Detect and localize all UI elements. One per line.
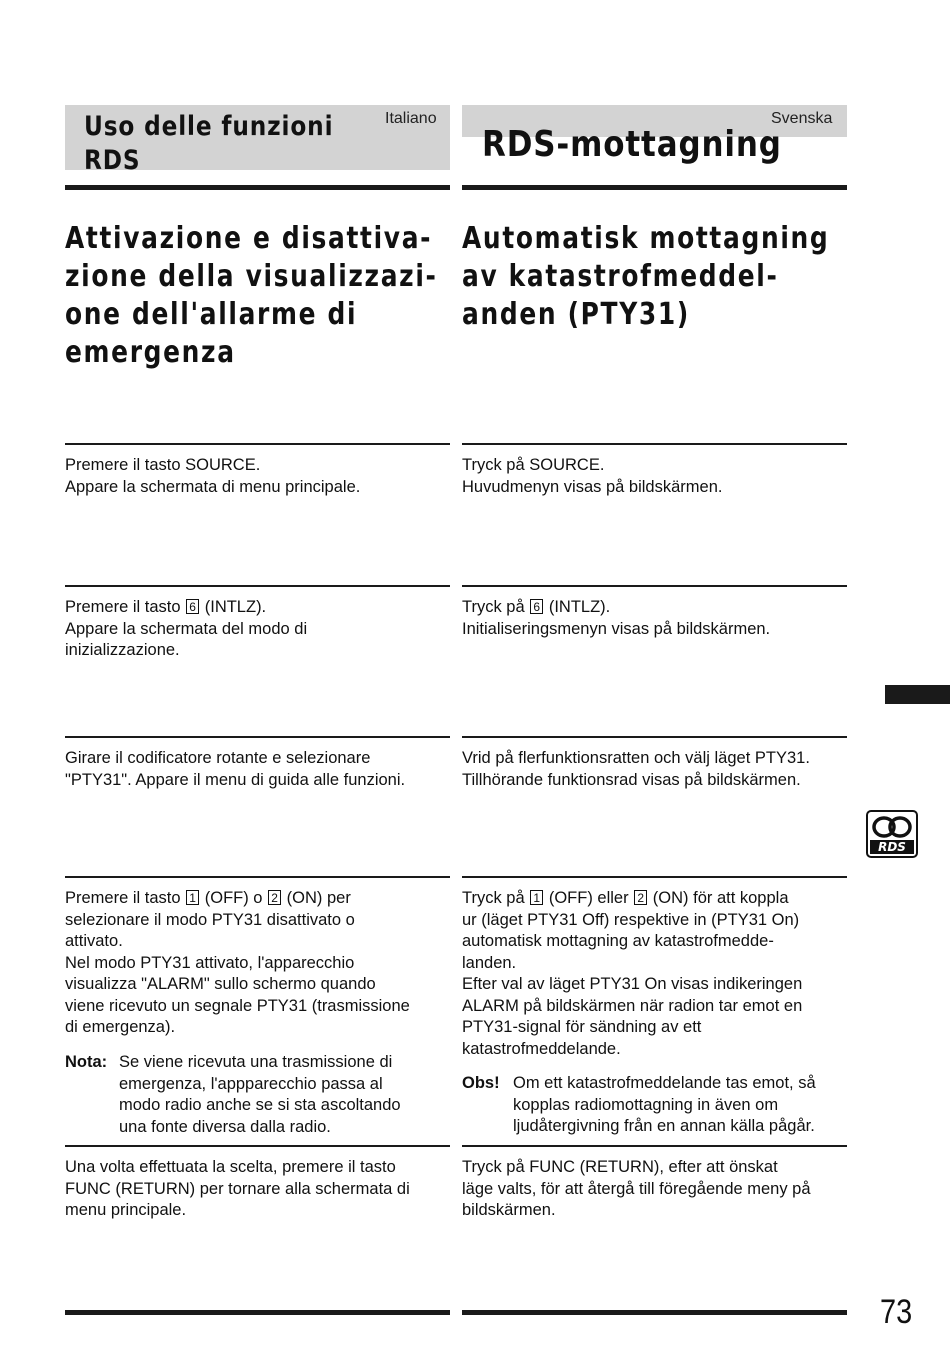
text-line: inizializzazione. — [65, 641, 180, 659]
section-thumb-tab — [885, 685, 950, 704]
swedish-step1-text — [462, 455, 722, 498]
swedish-step1-rule — [462, 443, 847, 445]
text-line: Girare il codificatore rotante e selezionare — [65, 749, 371, 767]
italian-header-title-line2: RDS — [84, 145, 141, 176]
italian-step5-text — [65, 1157, 410, 1222]
text-line: ALARM på bildskärmen när radion tar emot en — [462, 996, 803, 1015]
text-line: Tillhörande funktionsrad visas på bildskärmen. — [462, 770, 801, 789]
swedish-step3-text — [462, 748, 810, 791]
key-2-icon: 2 — [634, 890, 647, 905]
italian-section-title-line: zione della visualizzazi- — [65, 259, 438, 294]
text-line: Vrid på flerfunktionsratten och välj läget PTY31. — [462, 749, 810, 767]
swedish-step2-rule — [462, 585, 847, 587]
text-line: PTY31-signal för sändning av ett — [462, 1018, 702, 1036]
text-line: Una volta effettuata la scelta, premere il tasto — [65, 1158, 396, 1176]
text-fragment: Tryck på — [462, 889, 525, 907]
key-1-icon: 1 — [186, 890, 199, 905]
swedish-language-label: Svenska — [771, 110, 833, 127]
text-line: Appare la schermata di menu principale. — [65, 477, 361, 496]
text-line: bildskärmen. — [462, 1201, 556, 1219]
italian-step1-rule — [65, 443, 450, 445]
rds-logo-icon — [866, 810, 918, 858]
italian-header-title-line1: Uso delle funzioni — [84, 111, 334, 142]
italian-note-text — [119, 1052, 401, 1138]
text-line: modo radio anche se si sta ascoltando — [119, 1096, 401, 1114]
text-line: selezionare il modo PTY31 disattivato o — [65, 910, 355, 929]
text-line: Tryck på FUNC (RETURN), efter att önskat — [462, 1158, 778, 1176]
text-line: emergenza, l'appparecchio passa al — [119, 1074, 383, 1093]
swedish-note-label: Obs! — [462, 1074, 500, 1092]
text-fragment: Premere il tasto — [65, 889, 181, 907]
italian-step3-text — [65, 748, 405, 791]
text-line: viene ricevuto un segnale PTY31 (trasmissione — [65, 996, 410, 1015]
italian-step4-rule — [65, 876, 450, 878]
swedish-step3-rule — [462, 736, 847, 738]
swedish-note-text — [513, 1073, 816, 1138]
text-line: di emergenza). — [65, 1018, 176, 1036]
text-line: ur (läget PTY31 Off) respektive in (PTY31 On) — [462, 910, 800, 929]
text-line: attivato. — [65, 932, 123, 950]
italian-footer-rule — [65, 1310, 450, 1315]
swedish-footer-rule — [462, 1310, 847, 1315]
swedish-section-title-line: Automatisk mottagning — [462, 221, 830, 256]
text-line: FUNC (RETURN) per tornare alla schermata di — [65, 1179, 410, 1198]
italian-step4-text — [65, 888, 410, 1039]
text-fragment: Tryck på — [462, 598, 525, 616]
swedish-section-title-line: anden (PTY31) — [462, 297, 690, 332]
page-number: 73 — [880, 1293, 913, 1331]
text-line: una fonte diversa dalla radio. — [119, 1117, 331, 1136]
swedish-step2-text — [462, 597, 770, 640]
italian-language-label: Italiano — [385, 110, 437, 127]
swedish-step5-text — [462, 1157, 811, 1222]
text-line: Tryck på SOURCE. — [462, 456, 605, 474]
text-line: Om ett katastrofmeddelande tas emot, så — [513, 1074, 816, 1092]
text-fragment: (OFF) o — [204, 889, 263, 907]
swedish-step5-rule — [462, 1145, 847, 1147]
key-1-icon: 1 — [530, 890, 543, 905]
text-line: kopplas radiomottagning in även om — [513, 1095, 779, 1114]
text-fragment: (ON) per — [286, 889, 351, 907]
swedish-section-title — [462, 220, 829, 334]
text-fragment: (INTLZ). — [548, 598, 611, 616]
italian-step5-rule — [65, 1145, 450, 1147]
text-line: landen. — [462, 953, 517, 972]
text-fragment: (INTLZ). — [204, 598, 267, 616]
italian-section-title — [65, 220, 438, 372]
text-line: automatisk mottagning av katastrofmedde- — [462, 932, 774, 950]
swedish-header-rule — [462, 185, 847, 190]
text-line: katastrofmeddelande. — [462, 1039, 621, 1058]
text-line: Huvudmenyn visas på bildskärmen. — [462, 477, 723, 496]
text-fragment: (ON) för att koppla — [652, 889, 789, 907]
text-line: Appare la schermata del modo di — [65, 619, 308, 638]
text-line: ljudåtergivning från en annan källa pågår. — [513, 1117, 815, 1135]
text-line: "PTY31". Appare il menu di guida alle funzioni. — [65, 770, 406, 789]
text-fragment: Premere il tasto — [65, 598, 181, 616]
italian-step2-rule — [65, 585, 450, 587]
key-6-icon: 6 — [530, 599, 543, 614]
key-2-icon: 2 — [268, 890, 281, 905]
rds-logo-text: RDS — [878, 840, 906, 854]
swedish-section-title-line: av katastrofmeddel- — [462, 259, 779, 294]
italian-header-title — [84, 110, 333, 178]
text-line: Initialiseringsmenyn visas på bildskärmen. — [462, 619, 771, 638]
italian-section-title-line: Attivazione e disattiva- — [65, 221, 433, 256]
italian-step1-text — [65, 455, 360, 498]
swedish-header-title: RDS-mottagning — [482, 124, 782, 165]
italian-section-title-line: emergenza — [65, 335, 236, 370]
italian-step3-rule — [65, 736, 450, 738]
text-fragment: (OFF) eller — [548, 889, 629, 907]
italian-step2-text — [65, 597, 307, 662]
italian-header-rule — [65, 185, 450, 190]
text-line: menu principale. — [65, 1201, 187, 1219]
text-line: Premere il tasto SOURCE. — [65, 456, 261, 474]
text-line: Nel modo PTY31 attivato, l'apparecchio — [65, 953, 355, 972]
swedish-step4-rule — [462, 876, 847, 878]
key-6-icon: 6 — [186, 599, 199, 614]
swedish-step4-text — [462, 888, 802, 1060]
text-line: Se viene ricevuta una trasmissione di — [119, 1053, 393, 1071]
text-line: läge valts, för att återgå till föregående meny på — [462, 1179, 811, 1198]
text-line: Efter val av läget PTY31 On visas indikeringen — [462, 975, 803, 993]
italian-note-label: Nota: — [65, 1053, 108, 1071]
italian-section-title-line: one dell'allarme di — [65, 297, 358, 332]
rds-logo — [866, 810, 918, 858]
text-line: visualizza "ALARM" sullo schermo quando — [65, 975, 376, 993]
